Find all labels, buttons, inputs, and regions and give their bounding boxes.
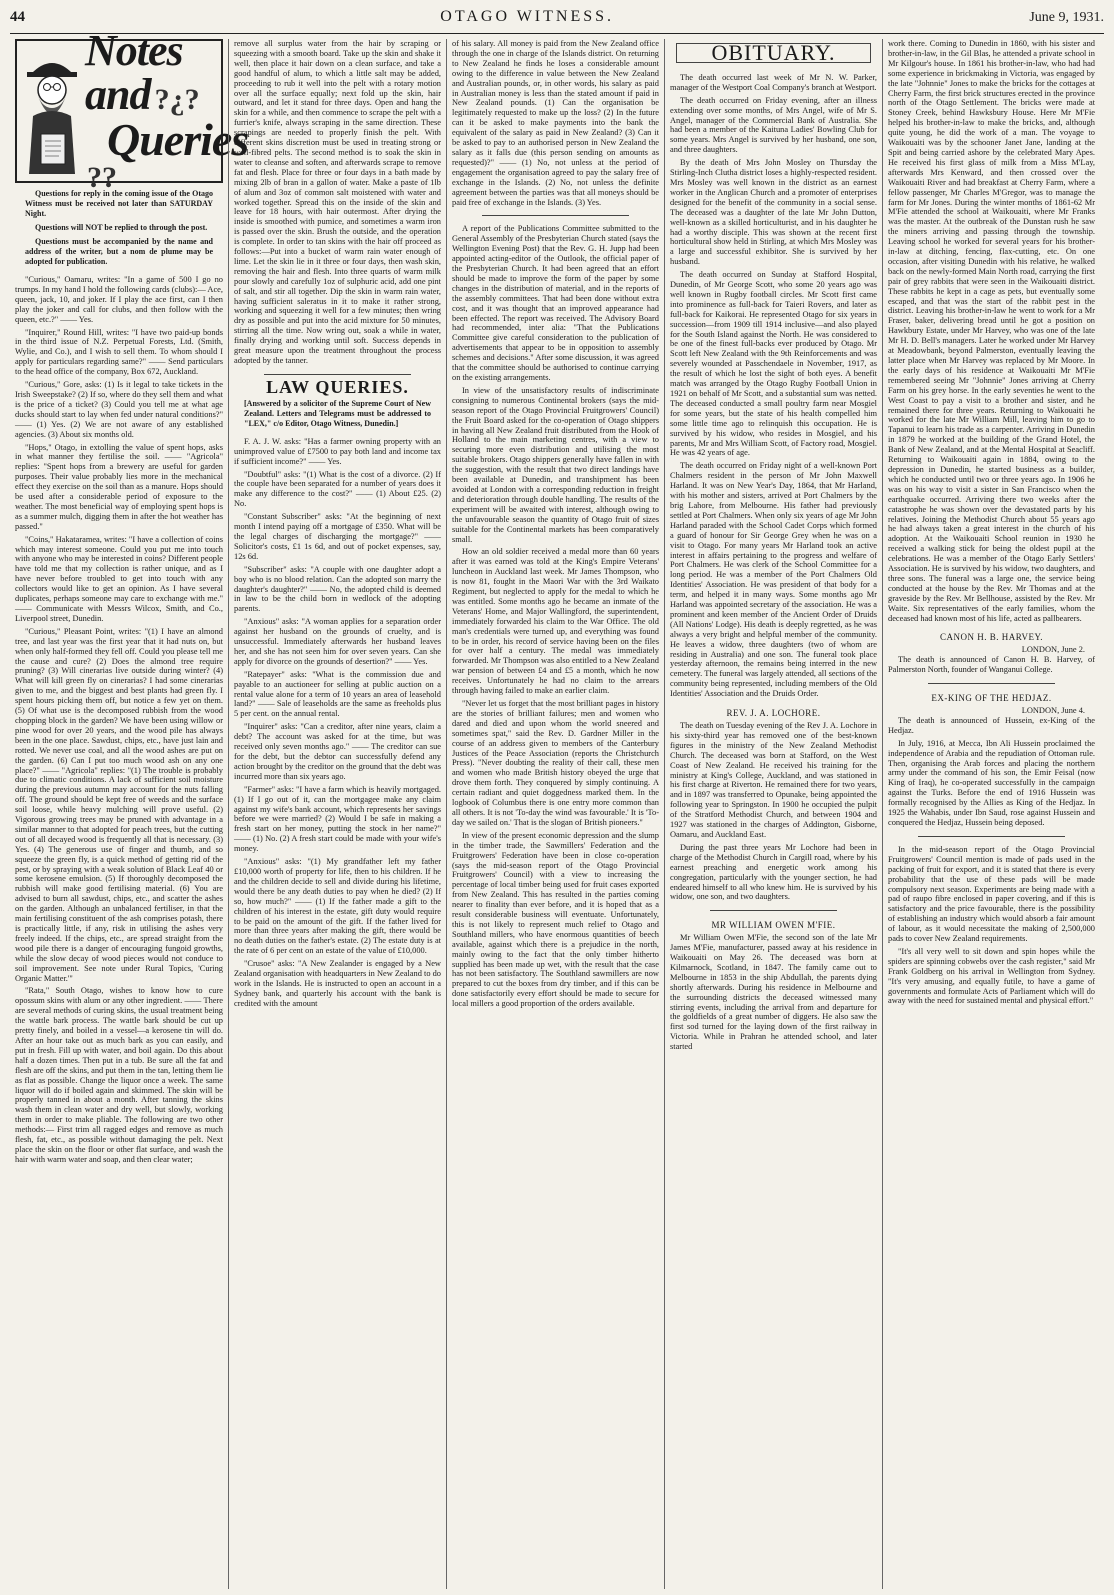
rule-text: Questions for reply in the coming issue of the Otago Witness must be received not later than SATURDAY Night. [25,189,213,218]
publication-name: OTAGO WITNESS. [440,8,615,25]
mcfie-heading: MR WILLIAM OWEN M'FIE. [711,920,836,931]
law-query-item: "Ratepayer" asks: "What is the commission due and payable to an auctioneer for selling at public auction on a rental value alone for a term of 10 years an area of leasehold land?" —— Sale of leaseholds are the same as freeholds plus 5 per cent. on the annual rental. [234,669,441,719]
page-number: 44 [10,9,25,25]
news-paragraph: In view of the unsatisfactory results of indiscriminate consigning to numerous Continental brokers (says the mid-season report of the Otago Provincial Fruitgrowers' Council) the Fruit Board asked for the co-operation of Otago shippers in having all New Zealand fruit distributed from the Hook of Holland to the main marketing centres, with a view to securing more even distribution and utilising the most suitable brokers. Otago shippers generally have fallen in with the suggestion, with the result that two direct landings have been available at Dunedin, and transhipment has been avoided at London with a corresponding reduction in freight and deterioration through double handling. The results of the experiment will be awaited with interest, although owing to the unfavourable season the quantity of Otago fruit of sizes suitable for the Continental markets has been comparatively small. [452,385,659,544]
obituary-paragraph: The death occurred last week of Mr N. W. Parker, manager of the Westport Coal Company's branch at Westport. [670,72,877,92]
query-item: "Curious," Gore, asks: (1) Is it legal to take tickets in the Irish Sweepstake? (2) If so, where do they sell them and what is the price of a ticket? (3) Could you tell me at what age ducks should start to lay when fed under natural conditions?" —— (1) Yes. (2) We are not aware of any established agencies. (3) About six months old. [15,380,223,439]
divider [928,683,1055,684]
news-paragraph: "It's all very well to sit down and spin hopes while the spiders are spinning cobwebs over the cash register," said Mr Frank Goldberg on his arrival in Wellington from Sydney. "It's very amusing, and equally futile, to have a game of governments and formulate Acts of Parliament which will do away with the need for sustained mental and physical effort." [888,946,1095,1006]
rule-text: Questions will NOT be replied to through the post. [35,223,208,232]
issue-date: June 9, 1931. [1029,10,1104,25]
query-item: "Coins," Hakataramea, writes: "I have a collection of coins which may interest someone. Could you put me into touch with anyone who may be interested in coins? Different people have told me that my collection is rather unique, and as I have never before troubled to get into touch with any collectors would like to get an opinion. As I have several duplicates, perhaps someone may care to exchange with me." —— Communicate with Messrs Wilcox, Smith, and Co., Liverpool street, Dunedin. [15,534,223,623]
column-1 [10,26,249,1589]
banner-title-notes: Notes [85,26,183,75]
divider [710,910,837,911]
obituary-paragraph: The death is announced of Hussein, ex-King of the Hedjaz. [888,715,1095,735]
bearded-man-illustration-icon [21,46,83,176]
harvey-heading: CANON H. B. HARVEY. [939,632,1044,643]
column-5 [882,39,1100,1589]
banner-titles [85,26,249,194]
query-item: "Hops," Otago, in extolling the value of spent hops, asks in what manner they fertilise the soil. —— "Agricola" replies: "Spent hops from a brewery are useful for garden purposes. Their value probably lies more in the mechanical effect they exercise on the soil than as a manure. Hops should be used after a considerable period of exposure to the weather. The most beneficial way of employing spent hops is as a summer mulch, digging them in after the hot weather has passed." [15,442,223,531]
obituary-paragraph: The death occurred on Friday evening, after an illness extending over some months, of Mrs Angel, wife of Mr S. Angel, manager of the Commercial Bank of Australia. She had been a member of the Kaituna Ladies' Bowling Club for some years. Mrs Angel is survived by her husband, one son, and three daughters. [670,95,877,155]
question-marks-icon: ?? [87,161,117,194]
obituary-paragraph: In July, 1916, at Mecca, Ibn Ali Hussein proclaimed the independence of Arabia and the repudiation of Ottoman rule. Then, organising the Arab forces and placing the northern army under the command of his son, the Emir Feisal (now King of Iraq), he co-operated successfully in the campaign against the Turks. Before the end of 1916 Hussein was formally recognised by the Allies as King of the Hedjaz. In 1925 the Wahabis, under Ibn Saud, rose against Hussein and conquered the Hedjaz, Hussein being deposed. [888,738,1095,827]
law-query-item: "Inquirer" asks: "Can a creditor, after nine years, claim a debt? The account was asked for at the time, but was received only seven months ago." —— The creditor can sue for the debt, but the debtor can successfully defend any action brought by the creditor on the ground that the debt was incurred more than six years ago. [234,722,441,781]
obituary-paragraph: The death on Tuesday evening of the Rev J. A. Lochore in his sixty-third year has removed one of the best-known figures in the ministry of the New Zealand Methodist Church. The deceased was born at Stafford, on the West Coast of New Zealand. He received his training for the ministry at King's College, Auckland, and was stationed in his first charge at Riverton. He remained there for two years, and in 1897 was transferred to Opunake, being appointed the following year to Springston. In 1900 he occupied the pulpit of the Stratford Methodist Church, and between 1904 and 1927 was stationed in the charges of Addington, Gisborne, Oamaru, and Auckland East. [670,721,877,839]
obituary-paragraph-continued: work there. Coming to Dunedin in 1860, with his sister and brother-in-law, in the Gil Blas, he attended a private school in Mr Kilgour's house. In 1861 his brother-in-law, who had had some experience in brickmaking in Victoria, was engaged by the late "Johnnie" Jones to make the bricks for the cottages at Cherry Farm, the first brick structures erected in the province north of the Otago Settlement. The bricks were made at Stoney Creek, behind Hawksbury House. Here Mr M'Fie helped his brother-in-law to make the bricks, and, although quite young, he did the work of a man. The voyage to Waikouaiti was by the schooner Janet Jane, landing at the Spit and being carried ashore by the celebrated Mary Apes. He received his first glass of milk from a Miss M'Lay, afterwards Mrs Kenward, and then crossed over the Waikouaiti River and had breakfast at Cherry Farm, where a fellow passenger, Mr Charles M'Gregor, was to manage the farm for Mr Jones. During the winter months of 1861-62 Mr M'Fie attended the school at Waikouaiti, where Mr Franks was the master. At the outbreak of the Dunstan rush he saw the miners arriving and passing through the township. Leaving school he worked for several years for his brother-in-law at ditching, fencing, flax-cutting, etc. On one occasion, after visiting Dunedin with his relative, he walked back on the newly-formed Main North road, carrying the first pair of grey rabbits that were seen in the Waikouaiti district. These rabbits he kept in a cage as pets, but eventually some escaped, and that was the start of the rabbit pest in the district. Leaving his brother-in-law he went to work for a Mr Fraser, baker, delivering bread until he got a position on Hawkbury Estate, under Mr Harvey, who was one of the late Mr H. D. Bell's managers. Later he worked under Mr Harvey at Meadowbank, beyond Palmerston, eventually leaving the latter place when Mr Harvey was replaced by Mr Moore. In the early days of his residence at Waikouaiti Mr M'Fie remembered seeing Mr "Johnnie" Jones arriving at Cherry Farm on his grey horse. In the early seventies he went to the West Coast to pay a visit to a brother and sister, and he remained there for three years. Returning to Waikouaiti he worked for the late Mr William Mill, leaving him to go to Tapanui to learn his trade as a carpenter. Arriving in Dunedin in 1879 he worked at the building of the Grand Hotel, the Bank of New Zealand, and at the Mental Hospital at Seacliff. Returning to Waikouaiti again in 1884, owing to the depression in Dunedin, he started business as a builder, which he conducted until two or three years ago. In 1906 he was on his way to visit a sister in San Francisco when the earthquake occurred. Arriving there two weeks after the catastrophe he was shown over the devastated parts by his relatives. Joining the Methodist Church about 55 years ago he had always taken a great interest in the church of his adoption. At the Waikouaiti School reunion in 1930 he received a walking stick for being the oldest pupil at the celebrations. He was a member of the Otago Early Settlers' Association. He is survived by his widow, two daughters, and three sons. The funeral was a large one, the service being conducted at the house by the Rev. Mr Thomas and at the graveside by the Rev. Mr Bellhouse, assisted by the Rev. Mr Waite. Six representatives of the early families, whom the deceased had known most of his life, acted as pallbearers. [888,39,1095,623]
law-query-item: "Constant Subscriber" asks: "At the beginning of next month I intend paying off a mortgage of £350. What will be the legal charges of discharging the mortgage?" —— Solicitor's costs, £1 1s 6d, and out of pocket expenses, say, 12s 6d. [234,512,441,561]
law-queries-note: [Answered by a solicitor of the Supreme Court of New Zealand. Letters and Telegrams must be addressed to "LEX," c/o Editor, Otago Witness, Dunedin.] [244,398,431,428]
obituary-paragraph: By the death of Mrs John Mosley on Thursday the Stirling-Inch Clutha district loses a highly-respected resident. Mrs Mosley was well known in the district as an earnest worker in the Anglican Church and a promoter of enterprises designed for the benefit of the community in a social sense. The deceased was a daughter of the late Mr John Dutton, well-known as a skilled horticulturist, and in his daughter he had a worthy disciple. This was shown at the recent first horticultural show held in Stirling, at which Mrs Mosley was a large and successful exhibitor. She is survived by her husband. [670,158,877,267]
news-paragraph: In the mid-season report of the Otago Provincial Fruitgrowers' Council mention is made of pads used in the packing of fruit for export, and it is stated that there is every probability that the use of these pads will be made compulsory next season. Experiments are being made with a pad of raupo fibre enclosed in paper covering, and if this is satisfactory and the price favourable, there is the possibility of establishing an industry which would absorb a fair amount of labour, as it would necessitate the making of 2,500,000 pads to cover New Zealand requirements. [888,844,1095,944]
query-item: "Inquirer," Round Hill, writes: "I have two paid-up bonds in the third issue of N.Z. Perpetual Forests, Ltd. (Smith, Wylie, and Co.), and I wish to sell them. To whom should I apply for particulars regarding same?" —— Send particulars to the head office of the company, Box 672, Auckland. [15,327,223,377]
column-2 [228,39,446,1589]
query-item: "Rata," South Otago, wishes to know how to cure opossum skins with alum or any other ingredient. —— There are several methods of curing skins, the usual treatment being the wattle bark process. The wattle bark should be cut up pretty finely, and boiled in a vessel—a kerosene tin will do. After an hour take out as much bark as you can easily, and put in fresh. Fill up with water, and boil again. Do this about half a dozen times. Then put in a tub. Be sure all the fat and flesh are off the skins, and put them in the tan, letting them lie as flat as possible. Change the liquor once a week. The same liquor will do if boiled again and skimmed. The skin will be properly tanned in about a month. After tanning the skins wash them in clean water and dry well, but slowly, working them in order to make pliable. The following are two other methods:— First trim all ragged edges and remove as much flesh, fat, etc., as possible without damaging the pelt. Next place the skin on the floor or other flat surface, and wash the hair with warm water and soap, and then clear water; [15,986,224,1164]
law-query-item: "Farmer" asks: "I have a farm which is heavily mortgaged. (1) If I go out of it, can the mortgagee make any claim against my wife's bank account, which represents her savings before we were married? (2) Would I be safe in making a fresh start on her money, putting the stock in her name?" —— (1) No. (2) A fresh start could be made with your wife's money. [234,784,441,854]
obituary-paragraph: The death is announced of Canon H. B. Harvey, of Palmerston North, founder of Wanganui College. [888,655,1095,675]
query-item: "Curious," Pleasant Point, writes: "(1) I have an almond tree, and last year was the first year that it had nuts on, but when only half-formed they fell off. Could you please tell me the cause and cure? (2) Does the almond tree require pruning? (3) Will cinerarias live outside during winter? (4) What will kill green fly on cinerarias? I had some cinerarias given to me, and the biggest and best plants had green fly. I spent hours picking them off, but notice a few yet on them. (5) Of what use is the decomposed rubbish from the wood chopping block in the garden? We have been using willow or pine wood for over 20 years, and the wood pile has always been in the one place. Sawdust, chips, etc., have just lain and rotted. We never use coal, and all the wood ashes are put on the garden. (6) Can I put too much wood ash on any one place?" —— "Agricola" replies: "(1) The trouble is probably due to climatic conditions. A lack of sufficient soil moisture during the previous autumn may account for the nuts falling off. The ground should be kept free of weeds and the surface soil loose, while heavy mulching will prove useful. (2) Vigorous growing trees may be pruned with advantage in a similar manner to that adopted for peach trees, but the cutting out of all decayed wood is frequently all that is necessary. (3) Yes. (4) The generous use of finger and thumb, and so squeeze the green fly, is a quick method of getting rid of the pest, or by spraying with a weak solution of Black Leaf 40 or some kerosene emulsion. (5) If thoroughly decomposed the rubbish will make good fertilising material. (6) You are advised to burn all sawdust, chips, etc., and scatter the ashes on the garden. Although an unbalanced fertiliser, in that the main fertilising constituent of the ash comprises potash, there is practically little, if any, risk in utilising the ashes very freely indeed. If the chips, etc., are spread straight from the wood pile there is a danger of encouraging fungoid growths, while the slow decay of wood pieces would not conduce to soil improvement. See note under Rural Topics, 'Curing Organic Matter.'" [15,626,223,983]
columns [10,26,1104,1589]
news-paragraph: A report of the Publications Committee submitted to the General Assembly of the Presbyterian Church stated (says the Wellington Evening Post) that the Rev. G. H. Jupp had been appointed acting-editor of the Outlook, the official paper of the Presbyterian Church. It had been agreed that an effort should be made to improve the form of the paper by some changes in the distribution of material, and in the reports of the assembly committees. That had been done without extra cost, and it was thought that an improved appearance had been effected. The report was received. The Advisory Board had recommended, inter alia: "That the Publications Committee give careful consideration to the publication of advertisements that appear to be in opposition to assembly schemes and decisions." After some discussion, it was agreed that the committee should be authorised to continue carrying on the existing arrangements. [452,224,659,382]
obituary-paragraph: The death occurred on Sunday at Stafford Hospital, Dunedin, of Mr George Scott, who some 20 years ago was well known in Rugby football circles. Mr Scott first came into prominence as full-back for Taieri Rovers, and later as full-back for Kaikorai. He represented Otago for six years in succession—from 1909 till 1914 inclusive—and also played for the South Island against the North. He was considered to be one of the finest full-backs ever produced by Otago. Mr Scott left New Zealand with the 9th Reinforcements and was severely wounded at Passchendaele in November, 1917, as the result of which he lost the sight of both eyes. A benefit match was arranged by the Otago Rugby Football Union in 1921 on behalf of Mr Scott, and a substantial sum was netted. The deceased conducted a small poultry farm near Mosgiel for some years, but the state of his health compelled him some little time ago to relinquish this occupation. He is survived by his widow, who resides in Mosgiel, and his parents, Mr and Mrs William Scott, of Factory road, Mosgiel. He was 42 years of age. [670,270,877,458]
banner-title-and: and [85,70,151,119]
query-item-continued: remove all surplus water from the hair by scraping or squeezing with a smooth board. Take up the skin and shake it well, then place it hair down on a clean surface, and take a good handful of alum, to which a little salt may be added, proceeding to rub it well into the pelt with a rotary motion over all the surface equally; next fold up the skin, hair outward, and let it stand for three days. Open and hang the skin for a while, and then commence to scrape the pelt with a furrier's knife, always scraping in the same direction. These scrapings are needed to properly finish the pelt. With different skins discretion must be used in treating strong or well-fibred pelts. The second method is to soak the skin in water to cleanse and soften, and afterwards scrape to remove fat and flesh. Place for three or four days in a bath made by mixing 2lb of bran in a gallon of water. Make a paste of 1lb of alum and 3oz of common salt moistened with water and worked together. Spread this on the inside of the skin and leave for 18 hours, with hair outermost. After drying the inside is smoothed with pumice, and sometimes a warm iron is passed over the skin. Brush the outside, and the operation is complete. In order to tan skins with the hair off proceed as follows:—Put into a bucket of warm rain water enough of lime. Let the skin lie in it three or four days, then wash skin, removing the hair and flesh. Into three quarts of warm milk pour slowly and carefully 1oz of sulphuric acid, add one pint of salt, and stir all together. Dip the skin in warm rain water, having sufficient saleratus in it to make it rather strong, working and squeezing it well for a few minutes; then wring dry as possible and put into the acid mixture for 50 minutes, stirring all the time. Now wring out, soak a while in water, finally drying and working until soft. Success depends in great measure upon the treatment throughout the process adopted by the tanner. [234,39,441,365]
news-paragraph: In view of the present economic depression and the slump in the timber trade, the Sawmillers' Federation and the Fruitgrowers' Federation have been in close co-operation (says the mid-season report of the Otago Provincial Fruitgrowers' Council) with a view to increasing the percentage of local timber being used for fruit cases exported from New Zealand. This has resulted in the parties coming nearer to finality than ever before, and it is hoped that as a result considerable business will eventuate. Unfortunately, this is not likely to represent much relief to Otago and Southland millers, who have enormous quantities of beech available, against which there is a prejudice in the north, mainly owing to the fact that the only timber hitherto supplied has been made up wet, with the result that the case has not been satisfactory. The Southland sawmillers are now prepared to cut the boxes from dry timber, and if this can be done satisfactorily every effort should be made to secure for local millers a good proportion of the orders available. [452,830,659,1009]
harvey-dateline: LONDON, June 2. [1021,645,1085,655]
lochore-heading: REV. J. A. LOCHORE. [726,708,821,719]
rule-text: Questions must be accompanied by the name and address of the writer, but a nom de plume may be adopted for publication. [25,237,213,266]
question-marks-icon: ?¿? [154,83,200,116]
law-query-item: "Anxious" asks: "A woman applies for a separation order against her husband on the grounds of cruelty, and is unsuccessful. Immediately afterwards her husband leaves her, and she has not seen him for over seven years. Can she apply for divorce on the grounds of desertion?" —— Yes. [234,617,441,666]
query-item: "Curious," Oamaru, writes: "In a game of 500 I go no trumps. In my hand I hold the following cards (clubs):— Ace, queen, jack, 10, and joker. If I play the ace first, can I then play the joker and call for clubs, and then follow with the queen, etc.?" —— Yes. [15,275,223,324]
obituary-paragraph: The death occurred on Friday night of a well-known Port Chalmers resident in the person of Mr John Maxwell Harland. It was on New Year's Day, 1864, that Mr Harland, with his mother and sisters, arrived at Port Chalmers by the brig Lahore, from Melbourne. His father had previously settled at Port Chalmers. When only six years of age Mr John Harland paraded with the School Cadet Corps which formed a guard of honour for Sir George Grey when he was on a visit to Otago. For many years Mr Harland took an active interest in affairs pertaining to the progress and welfare of Port Chalmers. He was clerk of the School Committee for a long period. He was a member of the Port Chalmers Old Identities' Association. He was president of that body for a term, and helped it in many ways. Some months ago Mr Harland was appointed secretary of the association. He was a prominent and keen member of the Ancient Order of Druids (All Nations' Lodge). His death is deeply regretted, as he was always a very bright and helpful member of the community. He leaves a widow, three daughters (two of whom are residing in Australia) and one son. The funeral took place yesterday afternoon, the remains being interred in the new cemetery. The funeral was largely attended, all sections of the community being represented, including members of the Old Identities' Association and the Druids Order. [670,461,877,699]
law-query-item: "Crusoe" asks: "A New Zealander is engaged by a New Zealand organisation with headquarters in New Zealand to do work in the Islands. He is instructed to open an account in a Sydney bank, and quarterly his account with the bank is credited with the amount [234,959,441,1008]
divider [482,215,629,216]
divider [918,836,1065,837]
law-query-item: "Subscriber" asks: "A couple with one daughter adopt a boy who is no blood relation. Can the adopted son marry the daughter's daughter?" —— No, the adopted child is deemed in law to be the child born in wedlock of the adopting parents. [234,564,441,614]
notes-queries-banner [15,26,249,194]
hedjaz-dateline: LONDON, June 4. [1021,706,1085,715]
news-paragraph: "Never let us forget that the most brilliant pages in history are the stories of brilliant failures; men and women who dared and died and upon whom the world sneered and sometimes spat," said the Rev. D. Gardner Miller in the course of an address given to members of the Canterbury Justices of the Peace Association (reports the Christchurch Press). "Never doubting the reality of their call, these men and women who made British history obeyed the urge that drove them forth. They conquered by simply continuing. A certain radiant and quiet doggedness marked them. In the logbook of Columbus there is one entry more common than all others. It is not 'To-day the wind was favourable.' It is 'To-day we sailed on.' That is the slogan of British pioneers." [452,699,659,827]
news-paragraph: How an old soldier received a medal more than 60 years after it was earned was told at the King's Empire Veterans' luncheon in Auckland last week. Mr James Thompson, who is now 81, fought in the Maori War with the 3rd Waikato Regiment, but neglected to apply for the medal to which he was entitled. Some months ago he became an inmate of the Veterans' Home, and Major Wallingford, the superintendent, immediately forwarded his claim to the War Office. The old man's credentials were turned up, and everything was found to be in order, his record of service having been on the files for over half a century. The medal was immediately forwarded. Mr Thompson was also entitled to a New Zealand war pension of between £4 and £5 a month, which he now receives. Unfortunately he had no claim to the arrears through having failed to make an earlier claim. [452,547,659,696]
law-query-item: "Anxious" asks: "(1) My grandfather left my father £10,000 worth of property for life, then to his children. If he and the children decide to sell and divide during his lifetime, would there be any death duties to pay when he died? (2) If so, how much?" —— (1) If the father made a gift to the children of his interest in the estate, gift duty would require to be paid on the amount of the gift. If the father lived for more than three years after making the gift, there would be no death duties on the father's estate. (2) The estate duty is at the rate of 6 per cent on an estate of the value of £10,000. [234,857,441,956]
law-query-item: "Doubtful" asks: "(1) What is the cost of a divorce. (2) If the couple have been separated for a number of years does it make any difference to the cost?" —— (1) About £25. (2) No. [234,469,441,509]
banner-title-queries: Queries [107,114,249,165]
law-query-item: F. A. J. W. asks: "Has a farmer owning property with an unimproved value of £7500 to pay both land and income tax if sufficient income?" —— Yes. [234,436,441,466]
law-queries-heading: LAW QUERIES. [266,376,409,397]
column-3 [446,39,664,1589]
hedjaz-heading: EX-KING OF THE HEDJAZ. [931,693,1052,704]
obituary-paragraph: During the past three years Mr Lochore had been in charge of the Methodist Church in Cargill road, where by his earnest preaching and energetic work among his congregation, particularly with the younger section, he had endeared himself to all who knew him. He is survived by his widow, one son, and two daughters. [670,842,877,902]
obituary-heading: OBITUARY. [676,43,871,63]
divider [264,374,411,375]
obituary-paragraph: Mr William Owen M'Fie, the second son of the late Mr James M'Fie, manufacturer, passed away at his residence in Waikouaiti on May 26. The deceased was born at Kilmarnock, Scotland, in 1847. The family came out to Melbourne in 1853 in the ship Abdullah, the parents dying shortly afterwards. During his residence in Melbourne and the surrounding districts the deceased witnessed many stirring events, including the arrival from and departure for the goldfields of a great number of diggers. He also saw the first sod turned for the laying down of the first railway in Victoria. While in Prahran he attended school, and later started [670,933,877,1052]
submission-rules [25,189,213,267]
law-query-item-continued: of his salary. All money is paid from the New Zealand office through the one in charge of the Islands district. On returning to New Zealand he finds he loses a considerable amount owing to the difference in value between the New Zealand and Australian pounds, or, in other words, his salary as paid in Australian money is less than the stated amount if paid in New Zealand pounds. (1) Can the organisation be legitimately requested to make up the loss? (2) In the future can it be asked to make payments into the bank the equivalent of the salary as paid in New Zealand? (3) Can it be asked to pay to an authorised person in New Zealand the salary as it falls due (this person sending on amounts as requested)?" —— (1) No, not unless at the period of engagement the organisation agreed to pay the salary free of exchange in the Islands. (2) No, not unless the definite agreement between the parties was that all moneys should be paid free of exchange in the Islands. (3) Yes. [452,39,659,207]
column-4 [664,39,882,1589]
